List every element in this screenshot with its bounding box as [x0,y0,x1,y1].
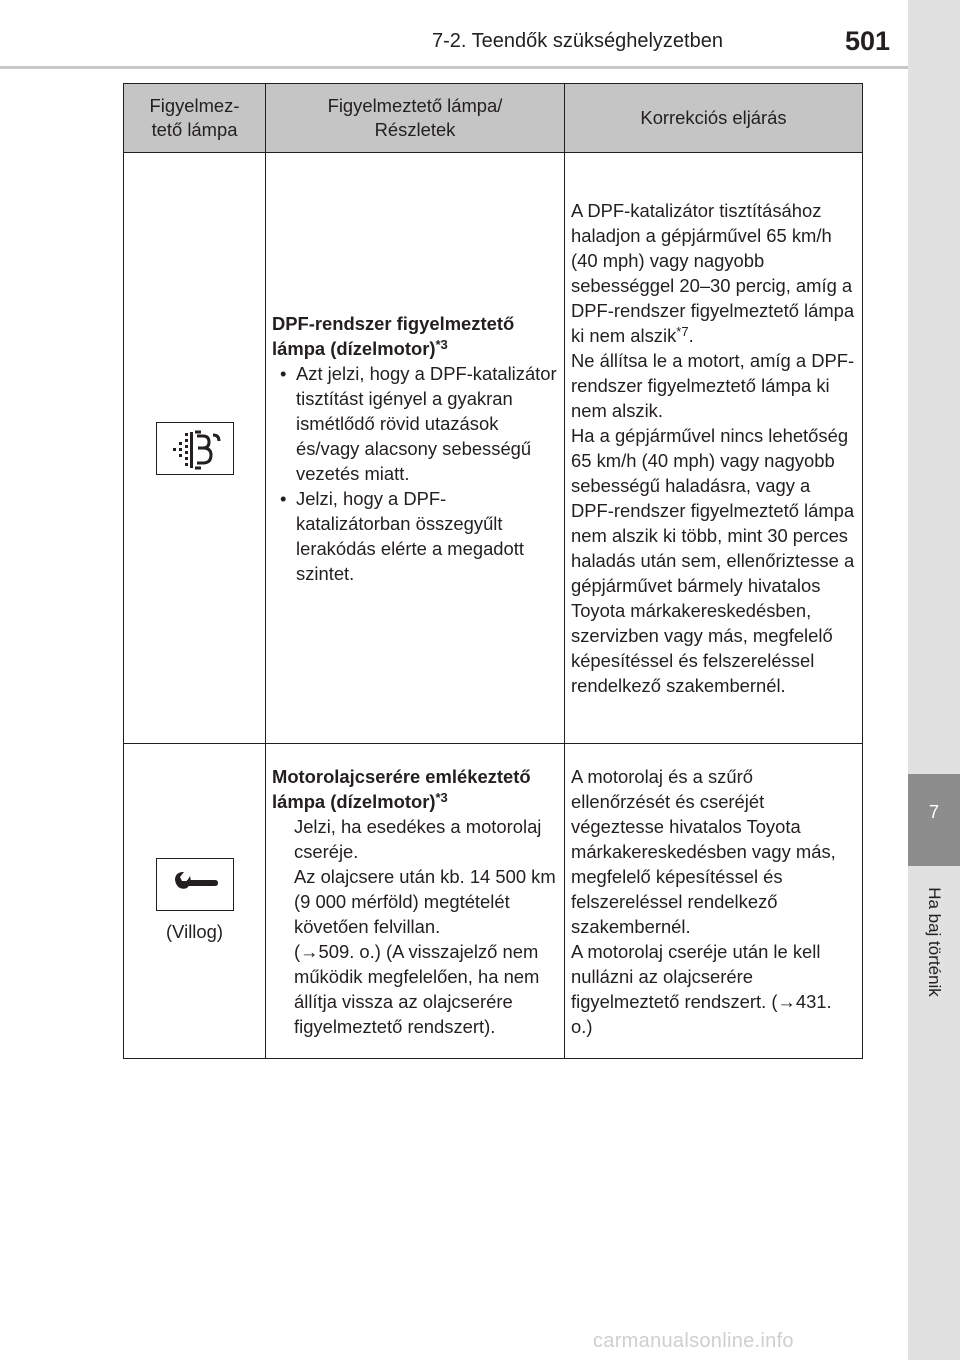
correction-paragraph: Ne állítsa le a motort, amíg a DPF-rendszer figyelmeztető lámpa ki nem alszik. [571,350,855,421]
details-cell [266,153,565,744]
column-header-correction [565,84,863,153]
chapter-number: 7 [928,802,939,822]
watermark: carmanualsonline.info [593,1330,794,1352]
page-number: 501 [845,26,891,56]
lamp-name-text: Motorolajcserére emlékeztető lámpa (dízelmotor) [272,765,531,812]
correction-cell [565,744,863,1059]
chapter-label: Ha baj történik [925,887,944,997]
correction-paragraph: A motorolaj és a szűrő ellenőrzését és cseréjét végeztesse hivatalos Toyota márkakereskedésben vagy más, megfelelő képesítéssel és felszereléssel rendelkező szakembernél. [571,765,836,937]
correction-paragraph: Ha a gépjárművel nincs lehetőség 65 km/h (40 mph) vagy nagyobb sebességű haladásra, vagy a DPF-rendszer figyelmeztető lámpa nem alszik ki több, mint 30 perces haladás után sem, ellenőriztesse a gépjárművet bármely hivatalos Toyota márkakereskedésben, szervizben vagy más, megfelelő képesítéssel és felszereléssel rendelkező szakembernél. [571,425,855,696]
table-header-row [124,84,863,153]
list-item: • Jelzi, hogy a DPF-katalizátorban összegyűlt lerakódás elérte a megadott szintet. [296,486,558,586]
correction-cell [565,153,863,744]
lamp-cell [124,153,266,744]
lamp-name-text: DPF-rendszer figyelmeztető lámpa (dízelmotor) [272,312,515,359]
column-header-correction-text: Korrekciós eljárás [640,107,787,128]
column-header-lamp [124,84,266,153]
lamp-name [272,764,558,814]
lamp-cell [124,744,266,1059]
header-divider [0,66,908,69]
correction-paragraph [571,198,856,348]
correction-text-end: . [688,325,694,346]
details-paragraph: Az olajcsere után kb. 14 500 km (9 000 mérföld) megtételét követően felvillan. [294,865,556,937]
table-row [124,744,863,1059]
lamp-name [272,311,558,361]
list-item: • Azt jelzi, hogy a DPF-katalizátor tisztítást igényel a gyakran ismétlődő rövid utazások és/vagy alacsony sebességű vezetés miatt. [296,361,558,486]
column-header-details-text: Figyelmeztető lámpa/ Részletek [327,95,503,140]
footnote-ref: *3 [435,336,448,352]
dpf-filter-icon [156,422,234,475]
correction-paragraph: A motorolaj cseréje után le kell nullázni az olajcserére figyelmeztető rendszert. (→431. o.) [571,940,832,1037]
section-title: 7-2. Teendők szükséghelyzetben [432,30,723,52]
wrench-icon [156,858,234,911]
details-paragraph: Jelzi, ha esedékes a motorolaj cseréje. [294,815,542,862]
table-row [124,153,863,744]
details-list [272,361,558,586]
chapter-side-tab [908,0,960,1360]
column-header-lamp-text: Figyelmez- tető lámpa [149,95,240,140]
footnote-ref: *3 [435,789,448,805]
details-cell [266,744,565,1059]
details-paragraph: (→509. o.) (A visszajelző nem működik megfelelően, ha nem állítja vissza az olajcserére figyelmeztető rendszert). [294,940,540,1037]
lamp-caption: (Villog) [166,921,223,942]
correction-text: A DPF-katalizátor tisztításához haladjon a gépjárművel 65 km/h (40 mph) vagy nagyobb sebességgel 20–30 percig, amíg a DPF-rendszer figyelmeztető lámpa ki nem alszik [571,200,855,346]
footnote-ref: *7 [676,324,689,339]
column-header-details [266,84,565,153]
warning-lamp-table [123,83,863,1059]
